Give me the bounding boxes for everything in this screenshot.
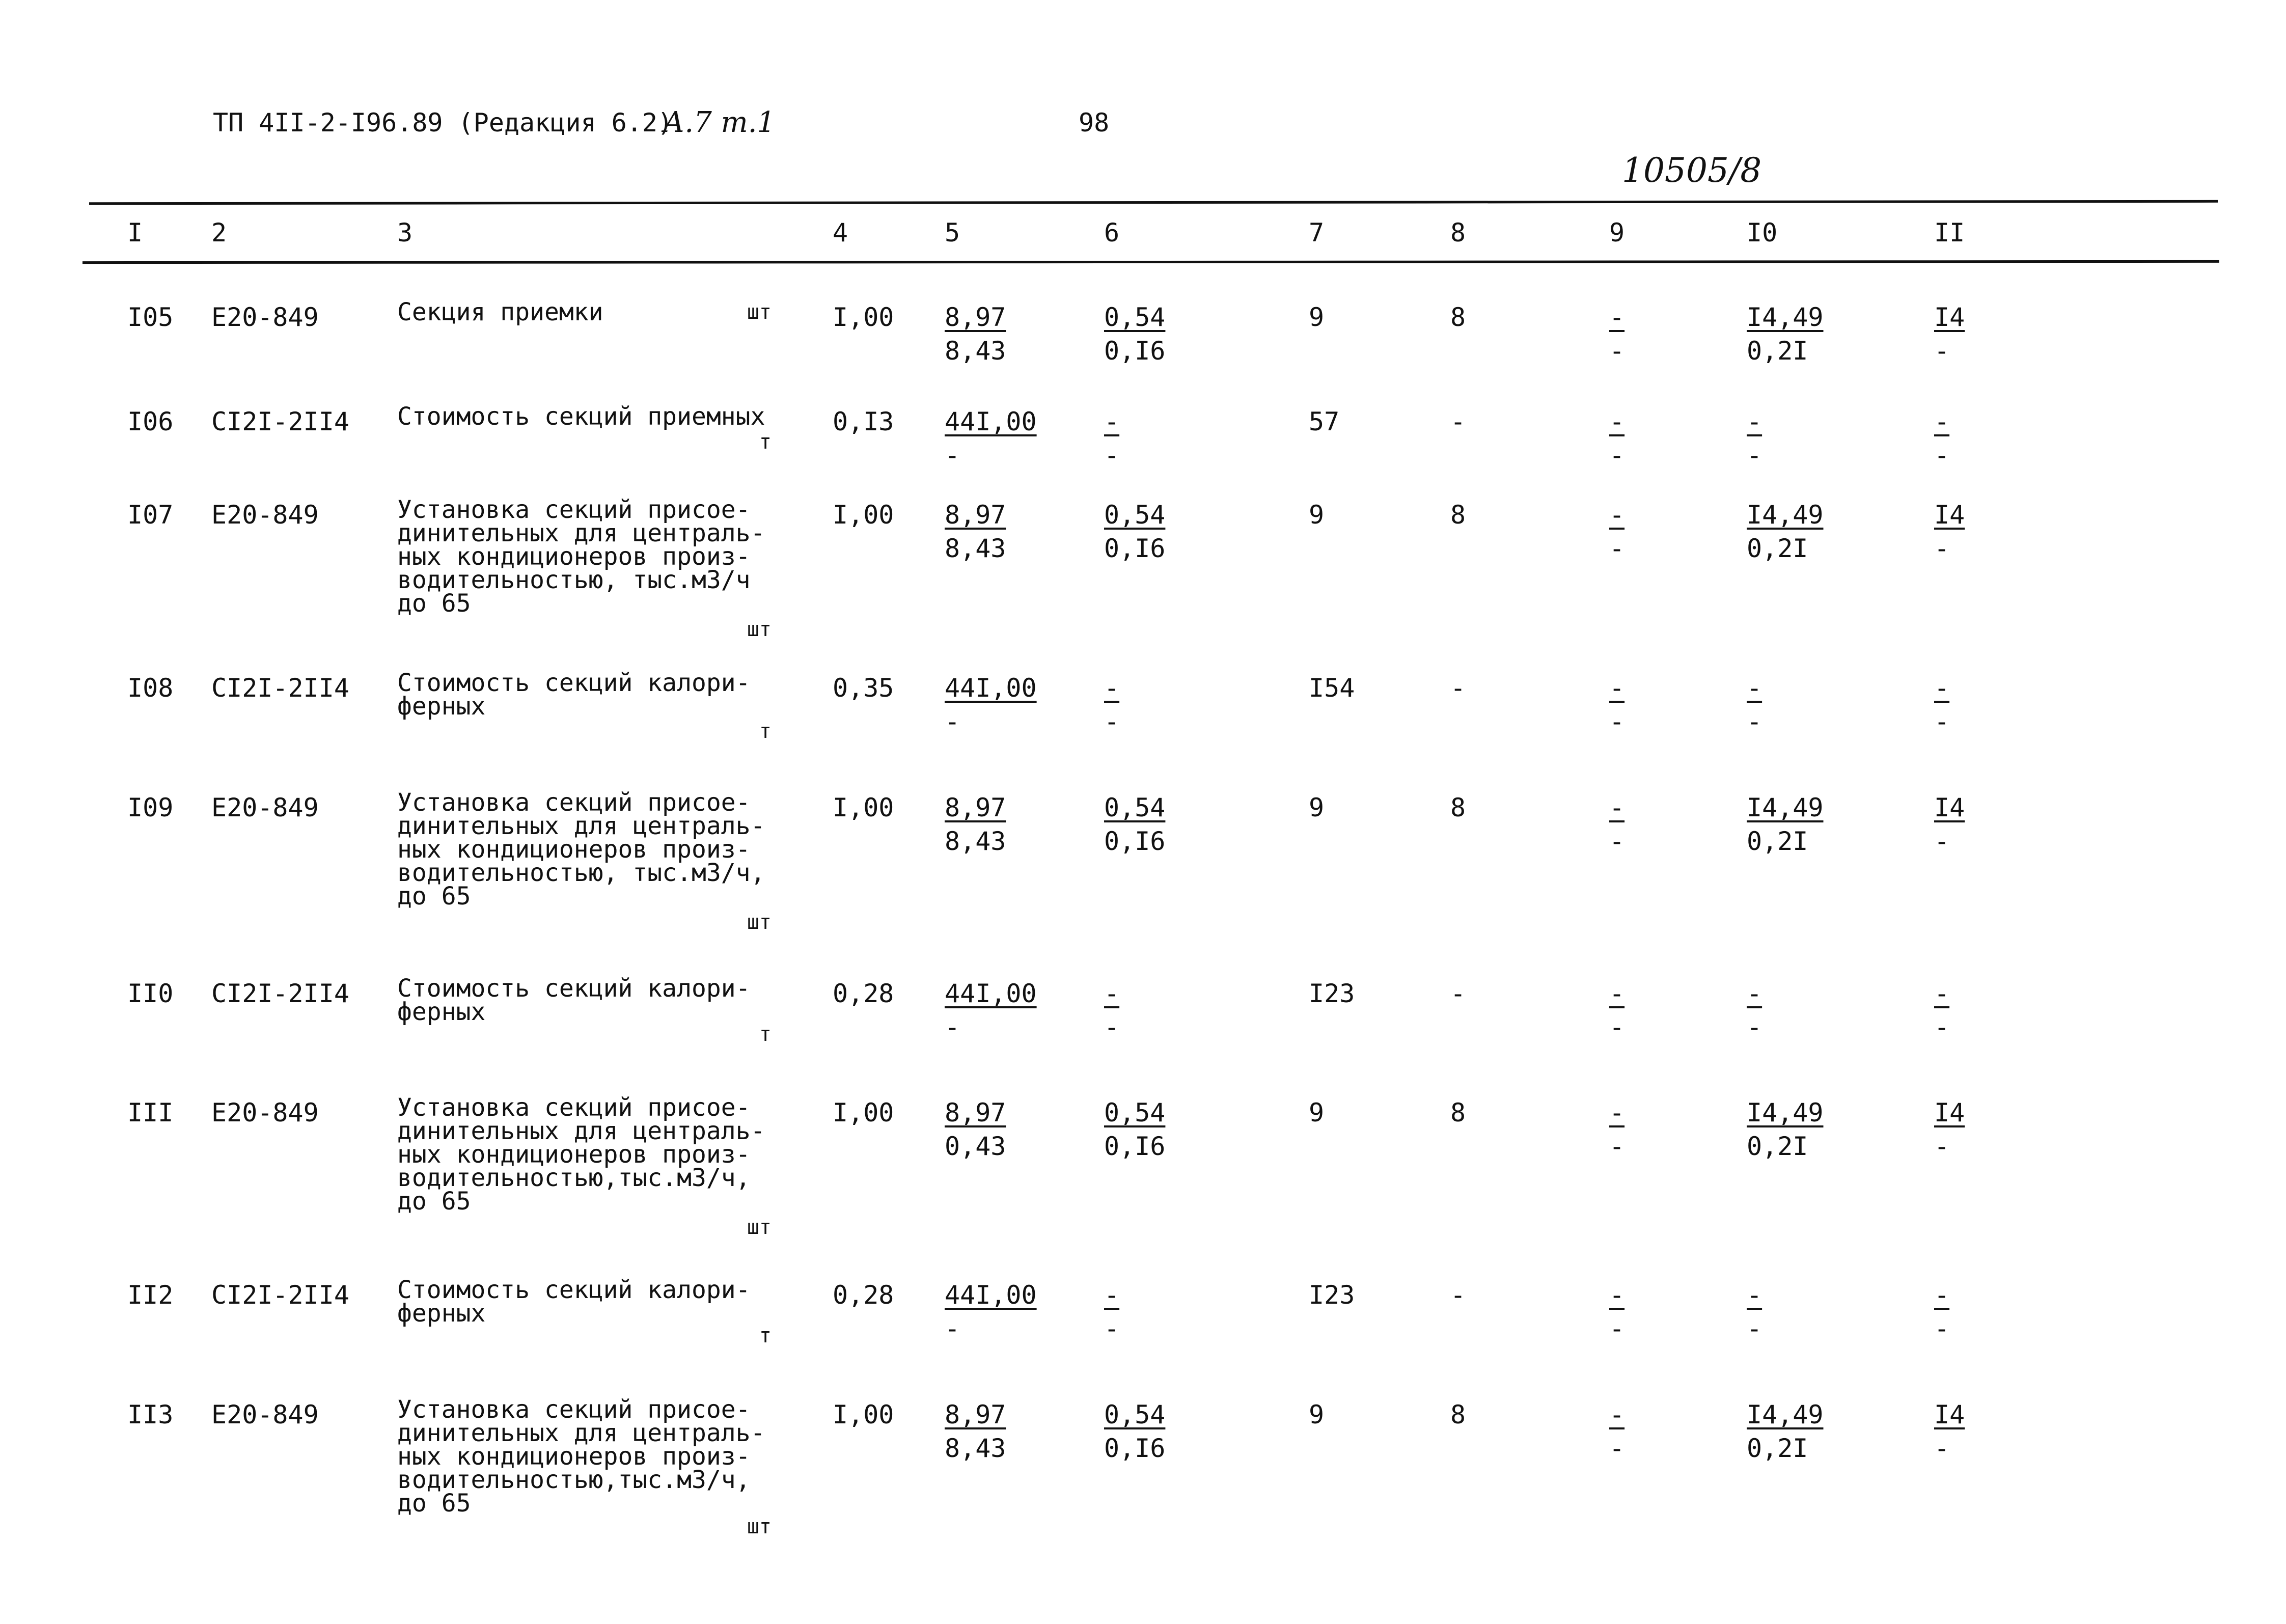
col11-value — [1934, 498, 1965, 565]
col9-value-fraction — [1609, 977, 1624, 1044]
col5-value-bottom: - — [945, 1012, 960, 1042]
col9-value-fraction — [1609, 1398, 1624, 1465]
rate-code: СI2I-2II4 — [211, 1280, 349, 1310]
item-number: I09 — [127, 793, 174, 822]
item-number: I05 — [127, 302, 174, 332]
col8-value: - — [1450, 1280, 1466, 1310]
col8-value: 8 — [1450, 793, 1466, 822]
col6-value-bottom: - — [1104, 1012, 1120, 1042]
col6-value-fraction — [1104, 1278, 1119, 1345]
col10-value-bottom: - — [1747, 707, 1762, 736]
col9-value-top: - — [1609, 407, 1625, 436]
column-header: 7 — [1309, 218, 1325, 247]
col5-value-top: 8,97 — [945, 1098, 1006, 1127]
col10-value-bottom: 0,2I — [1747, 827, 1808, 856]
col9-value-bottom: - — [1609, 1132, 1625, 1161]
col10-value-fraction — [1747, 1096, 1824, 1163]
col6-value-top: 0,54 — [1104, 1400, 1166, 1429]
col9-value-top: - — [1609, 302, 1625, 332]
col10-value-fraction — [1747, 300, 1824, 368]
col11-value-top: - — [1934, 979, 1950, 1008]
col5-value-top: 44I,00 — [945, 673, 1037, 703]
col10-value-fraction — [1747, 405, 1762, 472]
col6-value-fraction — [1104, 791, 1165, 858]
document-title: ТП 4II-2-I96.89 (Редакция 6.2) — [213, 108, 673, 137]
col10-value-bottom: 0,2I — [1747, 1132, 1808, 1161]
archive-number: 10505/8 — [1622, 151, 1762, 190]
col11-value-top: I4 — [1934, 1400, 1965, 1429]
unit-of-measure: шт — [747, 1216, 772, 1239]
col7-value: I54 — [1309, 673, 1355, 703]
col11-value-top: I4 — [1934, 500, 1965, 530]
col8-value: - — [1450, 979, 1466, 1008]
col6-value — [1104, 1398, 1165, 1465]
col9-value-fraction — [1609, 1096, 1624, 1163]
col6-value-top: 0,54 — [1104, 500, 1166, 530]
col6-value — [1104, 671, 1119, 738]
col10-value-top: I4,49 — [1747, 1400, 1824, 1429]
col9-value-top: - — [1609, 673, 1625, 703]
col6-value — [1104, 1278, 1119, 1345]
col6-value-bottom: 0,I6 — [1104, 336, 1166, 366]
description-text: Стоимость секций приемных — [397, 402, 765, 431]
col5-value-top: 8,97 — [945, 1400, 1006, 1429]
col7-value: 9 — [1309, 793, 1325, 822]
col11-value-top: I4 — [1934, 793, 1965, 822]
table-top-rule — [89, 200, 2218, 205]
col10-value — [1747, 1096, 1824, 1163]
work-description — [397, 788, 772, 934]
col10-value-fraction — [1747, 791, 1824, 858]
col9-value-bottom: - — [1609, 1314, 1625, 1343]
col11-value-fraction — [1934, 791, 1965, 858]
col5-value-bottom: - — [945, 1314, 960, 1343]
col11-value — [1934, 1096, 1965, 1163]
col5-value-bottom: 8,43 — [945, 1434, 1006, 1463]
description-text: Стоимость секций калори-ферных — [397, 669, 751, 721]
col6-value-bottom: 0,I6 — [1104, 534, 1166, 563]
col10-value-fraction — [1747, 1278, 1762, 1345]
col11-value-top: - — [1934, 1280, 1950, 1310]
col11-value-top: I4 — [1934, 1098, 1965, 1127]
rate-code: СI2I-2II4 — [211, 673, 349, 703]
item-number: II0 — [127, 979, 174, 1008]
col5-value-fraction — [945, 791, 1006, 858]
description-text: Стоимость секций калори-ферных — [397, 1276, 751, 1328]
unit-of-measure: шт — [747, 300, 772, 324]
col6-value-bottom: 0,I6 — [1104, 1132, 1166, 1161]
col10-value-fraction — [1747, 498, 1824, 565]
table-header-rule — [82, 260, 2219, 264]
col9-value — [1609, 977, 1624, 1044]
col9-value-bottom: - — [1609, 441, 1625, 470]
column-header: 4 — [833, 218, 848, 247]
col9-value-fraction — [1609, 300, 1624, 368]
col9-value-top: - — [1609, 500, 1625, 530]
col5-value — [945, 1398, 1006, 1465]
col11-value-fraction — [1934, 498, 1965, 565]
col9-value — [1609, 671, 1624, 738]
col6-value — [1104, 1096, 1165, 1163]
description-text: Установка секций присое-динительных для централь-ных кондиционеров произ-водительностью,тыс.м3/ч, до 65 — [397, 1395, 765, 1518]
col11-value-fraction — [1934, 977, 1949, 1044]
col10-value-bottom: - — [1747, 441, 1762, 470]
col11-value-bottom: - — [1934, 534, 1950, 563]
col5-value-top: 44I,00 — [945, 1280, 1037, 1310]
col11-value-bottom: - — [1934, 1314, 1950, 1343]
unit-of-measure: т — [759, 430, 772, 454]
unit-of-measure: шт — [747, 1515, 772, 1538]
col7-value: 9 — [1309, 1098, 1325, 1127]
col11-value-fraction — [1934, 1278, 1949, 1345]
col6-value-bottom: - — [1104, 1314, 1120, 1343]
col8-value: - — [1450, 673, 1466, 703]
col10-value — [1747, 671, 1762, 738]
col5-value-top: 8,97 — [945, 793, 1006, 822]
col9-value — [1609, 498, 1624, 565]
col8-value: 8 — [1450, 1098, 1466, 1127]
column-header: 5 — [945, 218, 960, 247]
col8-value: - — [1450, 407, 1466, 436]
col6-value-top: 0,54 — [1104, 793, 1166, 822]
col9-value — [1609, 405, 1624, 472]
col5-value-bottom: - — [945, 441, 960, 470]
col9-value-bottom: - — [1609, 827, 1625, 856]
col6-value-top: - — [1104, 1280, 1120, 1310]
col9-value-top: - — [1609, 793, 1625, 822]
col11-value-bottom: - — [1934, 707, 1950, 736]
col10-value-top: I4,49 — [1747, 302, 1824, 332]
work-description — [397, 974, 772, 1046]
col6-value-fraction — [1104, 1398, 1165, 1465]
col10-value-bottom: - — [1747, 1012, 1762, 1042]
col9-value-bottom: - — [1609, 336, 1625, 366]
rate-code: Е20-849 — [211, 1400, 319, 1429]
quantity: 0,28 — [833, 1280, 894, 1310]
col6-value — [1104, 977, 1119, 1044]
col6-value-top: - — [1104, 673, 1120, 703]
col5-value-bottom: 8,43 — [945, 336, 1006, 366]
rate-code: СI2I-2II4 — [211, 979, 349, 1008]
col6-value-fraction — [1104, 498, 1165, 565]
col5-value — [945, 405, 1037, 472]
column-header: 6 — [1104, 218, 1120, 247]
col10-value-top: I4,49 — [1747, 500, 1824, 530]
col9-value — [1609, 1398, 1624, 1465]
col9-value-bottom: - — [1609, 1434, 1625, 1463]
work-description — [397, 1093, 772, 1239]
col10-value-bottom: 0,2I — [1747, 1434, 1808, 1463]
col9-value — [1609, 1096, 1624, 1163]
col11-value-bottom: - — [1934, 827, 1950, 856]
col11-value-bottom: - — [1934, 441, 1950, 470]
col5-value-bottom: - — [945, 707, 960, 736]
col5-value-fraction — [945, 977, 1037, 1044]
col9-value — [1609, 791, 1624, 858]
col10-value — [1747, 977, 1762, 1044]
col11-value — [1934, 791, 1965, 858]
col6-value — [1104, 498, 1165, 565]
col10-value-top: - — [1747, 407, 1762, 436]
rate-code: Е20-849 — [211, 500, 319, 530]
col6-value-top: - — [1104, 407, 1120, 436]
col6-value-bottom: 0,I6 — [1104, 827, 1166, 856]
col9-value-top: - — [1609, 979, 1625, 1008]
quantity: I,00 — [833, 793, 894, 822]
col10-value-fraction — [1747, 977, 1762, 1044]
col6-value — [1104, 405, 1119, 472]
unit-of-measure: т — [759, 1324, 772, 1347]
col10-value-bottom: 0,2I — [1747, 534, 1808, 563]
col5-value-top: 8,97 — [945, 302, 1006, 332]
col5-value — [945, 671, 1037, 738]
quantity: I,00 — [833, 302, 894, 332]
col10-value — [1747, 498, 1824, 565]
col10-value-top: I4,49 — [1747, 793, 1824, 822]
col10-value — [1747, 791, 1824, 858]
col8-value: 8 — [1450, 500, 1466, 530]
col10-value-top: - — [1747, 1280, 1762, 1310]
col9-value-bottom: - — [1609, 534, 1625, 563]
col11-value — [1934, 405, 1949, 472]
col9-value-bottom: - — [1609, 1012, 1625, 1042]
col9-value-fraction — [1609, 405, 1624, 472]
column-header: 9 — [1609, 218, 1625, 247]
col8-value: 8 — [1450, 302, 1466, 332]
col11-value-bottom: - — [1934, 1434, 1950, 1463]
col9-value — [1609, 300, 1624, 368]
col5-value-top: 8,97 — [945, 500, 1006, 530]
column-header: I0 — [1747, 218, 1778, 247]
item-number: I08 — [127, 673, 174, 703]
col9-value-fraction — [1609, 1278, 1624, 1345]
col5-value-fraction — [945, 300, 1006, 368]
col10-value — [1747, 1398, 1824, 1465]
col10-value-fraction — [1747, 1398, 1824, 1465]
col6-value — [1104, 791, 1165, 858]
col11-value — [1934, 671, 1949, 738]
work-description — [397, 1395, 772, 1538]
col7-value: 57 — [1309, 407, 1340, 436]
col7-value: 9 — [1309, 302, 1325, 332]
item-number: II3 — [127, 1400, 174, 1429]
unit-of-measure: т — [759, 720, 772, 743]
rate-code: Е20-849 — [211, 302, 319, 332]
col11-value-top: I4 — [1934, 302, 1965, 332]
work-description — [397, 402, 772, 454]
col11-value-bottom: - — [1934, 1012, 1950, 1042]
col5-value — [945, 300, 1006, 368]
col5-value-bottom: 8,43 — [945, 534, 1006, 563]
description-text: Установка секций присое-динительных для централь-ных кондиционеров произ-водительностью,тыс.м3/ч, до 65 — [397, 1093, 765, 1216]
col5-value — [945, 791, 1006, 858]
description-text: Установка секций присое-динительных для централь-ных кондиционеров произ-водительностью, тыс.м3/ч до 65 — [397, 496, 765, 618]
col10-value-top: - — [1747, 673, 1762, 703]
col5-value-fraction — [945, 1096, 1006, 1163]
col6-value-fraction — [1104, 300, 1165, 368]
col11-value-fraction — [1934, 405, 1949, 472]
col9-value-top: - — [1609, 1400, 1625, 1429]
col11-value — [1934, 300, 1965, 368]
description-text: Стоимость секций калори-ферных — [397, 974, 751, 1026]
description-text: Установка секций присое-динительных для централь-ных кондиционеров произ-водительностью, тыс.м3/ч, до 65 — [397, 788, 765, 911]
rate-code: СI2I-2II4 — [211, 407, 349, 436]
quantity: 0,35 — [833, 673, 894, 703]
col7-value: 9 — [1309, 1400, 1325, 1429]
rate-code: Е20-849 — [211, 793, 319, 822]
column-header: 8 — [1450, 218, 1466, 247]
col7-value: 9 — [1309, 500, 1325, 530]
col5-value — [945, 498, 1006, 565]
quantity: I,00 — [833, 1400, 894, 1429]
col11-value — [1934, 977, 1949, 1044]
col6-value-fraction — [1104, 405, 1119, 472]
col9-value-fraction — [1609, 671, 1624, 738]
col5-value-fraction — [945, 1278, 1037, 1345]
col11-value-bottom: - — [1934, 336, 1950, 366]
col7-value: I23 — [1309, 979, 1355, 1008]
col10-value-top: - — [1747, 979, 1762, 1008]
col11-value-fraction — [1934, 1398, 1965, 1465]
col9-value-top: - — [1609, 1280, 1625, 1310]
col7-value: I23 — [1309, 1280, 1355, 1310]
col5-value-fraction — [945, 671, 1037, 738]
col11-value-fraction — [1934, 671, 1949, 738]
col5-value-fraction — [945, 498, 1006, 565]
col6-value-bottom: - — [1104, 707, 1120, 736]
col6-value-bottom: 0,I6 — [1104, 1434, 1166, 1463]
col6-value-fraction — [1104, 671, 1119, 738]
col10-value-top: I4,49 — [1747, 1098, 1824, 1127]
col10-value-fraction — [1747, 671, 1762, 738]
col5-value-bottom: 8,43 — [945, 827, 1006, 856]
column-header: II — [1934, 218, 1965, 247]
col5-value-fraction — [945, 405, 1037, 472]
column-header: I — [127, 218, 143, 247]
col5-value-bottom: 0,43 — [945, 1132, 1006, 1161]
quantity: 0,I3 — [833, 407, 894, 436]
col9-value-fraction — [1609, 498, 1624, 565]
col9-value-bottom: - — [1609, 707, 1625, 736]
col6-value-fraction — [1104, 977, 1119, 1044]
column-header: 2 — [211, 218, 227, 247]
col6-value-top: 0,54 — [1104, 302, 1166, 332]
col10-value-bottom: - — [1747, 1314, 1762, 1343]
item-number: II2 — [127, 1280, 174, 1310]
col10-value — [1747, 405, 1762, 472]
col6-value-fraction — [1104, 1096, 1165, 1163]
col11-value-top: - — [1934, 673, 1950, 703]
handwritten-mark: А.7 т.1 — [663, 106, 776, 139]
column-header: 3 — [397, 218, 413, 247]
work-description — [397, 300, 772, 324]
work-description — [397, 669, 772, 743]
col10-value — [1747, 1278, 1762, 1345]
quantity: I,00 — [833, 1098, 894, 1127]
col5-value-top: 44I,00 — [945, 979, 1037, 1008]
col5-value-fraction — [945, 1398, 1006, 1465]
item-number: I07 — [127, 500, 174, 530]
col6-value-bottom: - — [1104, 441, 1120, 470]
work-description — [397, 1276, 772, 1347]
col9-value-top: - — [1609, 1098, 1625, 1127]
col11-value-fraction — [1934, 300, 1965, 368]
item-number: I06 — [127, 407, 174, 436]
item-number: III — [127, 1098, 174, 1127]
unit-of-measure: шт — [747, 618, 772, 641]
col11-value — [1934, 1278, 1949, 1345]
col11-value-bottom: - — [1934, 1132, 1950, 1161]
unit-of-measure: т — [759, 1023, 772, 1046]
col5-value — [945, 1278, 1037, 1345]
unit-of-measure: шт — [747, 911, 772, 934]
col5-value — [945, 977, 1037, 1044]
col6-value-top: - — [1104, 979, 1120, 1008]
col9-value — [1609, 1278, 1624, 1345]
col11-value-fraction — [1934, 1096, 1965, 1163]
col6-value-top: 0,54 — [1104, 1098, 1166, 1127]
description-text: Секция приемки — [397, 298, 603, 326]
col10-value — [1747, 300, 1824, 368]
col11-value-top: - — [1934, 407, 1950, 436]
col10-value-bottom: 0,2I — [1747, 336, 1808, 366]
rate-code: Е20-849 — [211, 1098, 319, 1127]
col5-value — [945, 1096, 1006, 1163]
quantity: I,00 — [833, 500, 894, 530]
col6-value — [1104, 300, 1165, 368]
col11-value — [1934, 1398, 1965, 1465]
col8-value: 8 — [1450, 1400, 1466, 1429]
col5-value-top: 44I,00 — [945, 407, 1037, 436]
work-description — [397, 496, 772, 641]
quantity: 0,28 — [833, 979, 894, 1008]
page-number: 98 — [1079, 108, 1110, 137]
col9-value-fraction — [1609, 791, 1624, 858]
